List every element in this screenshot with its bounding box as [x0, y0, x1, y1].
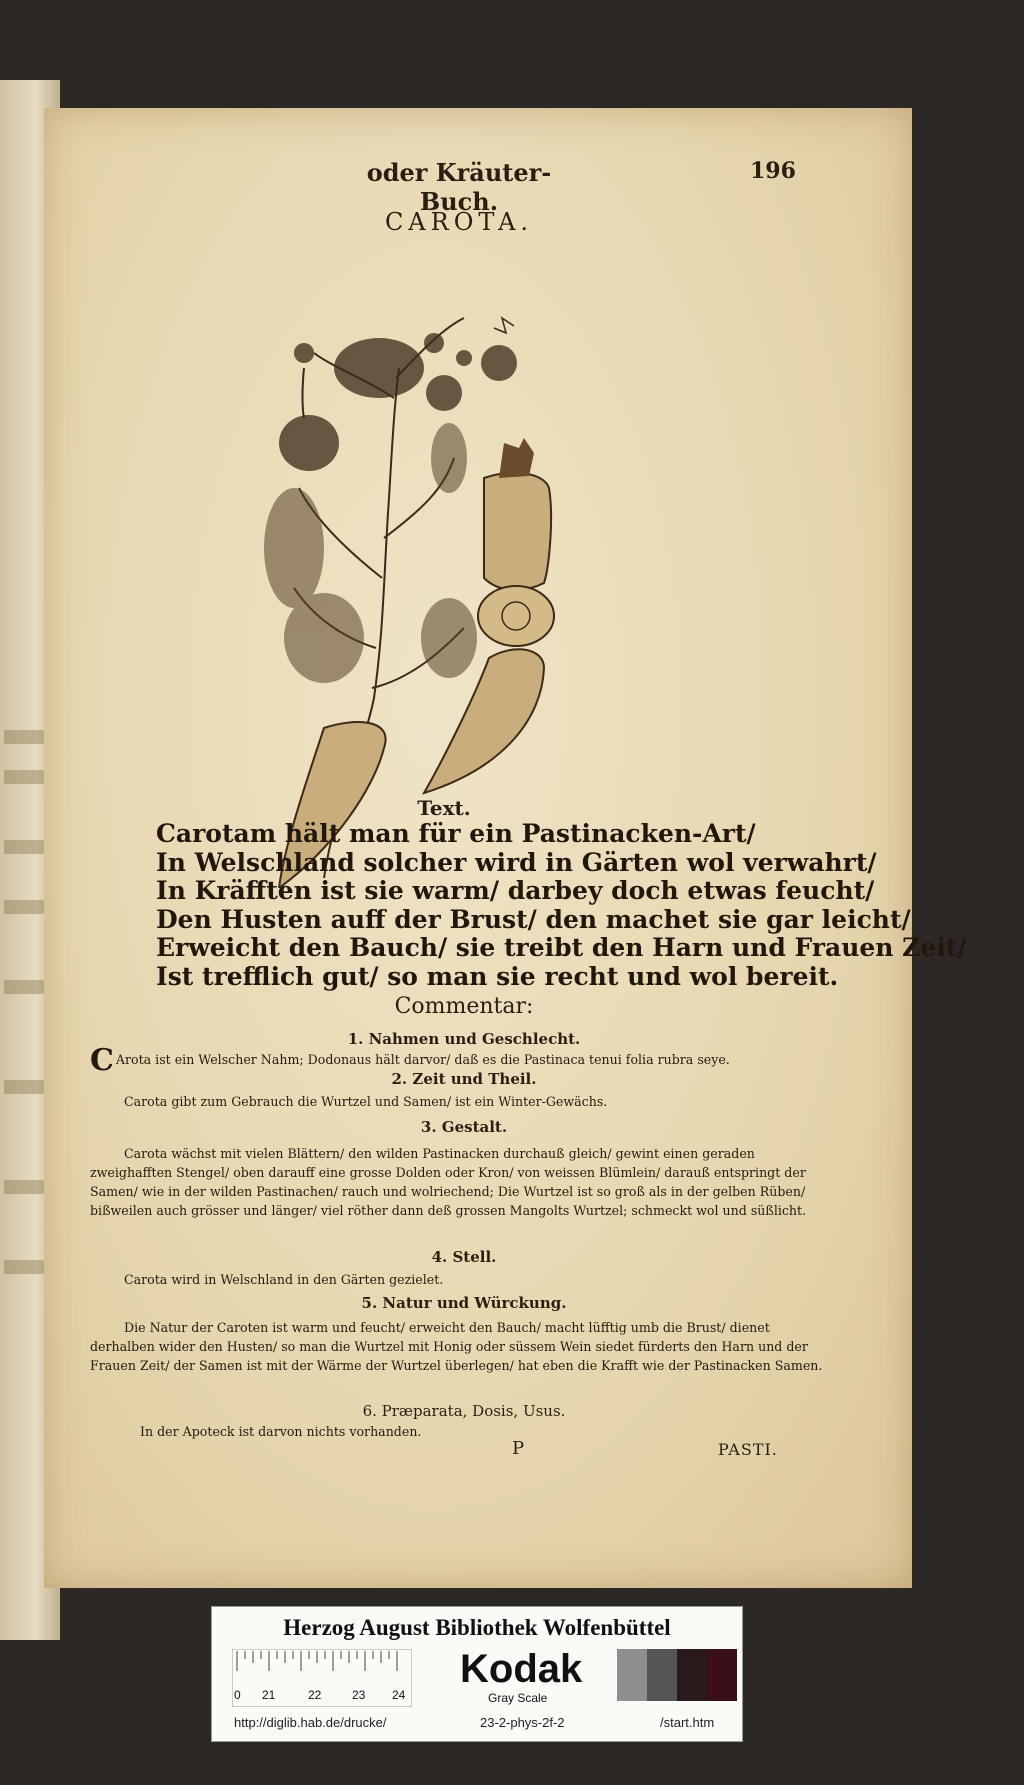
kodak-logo: Kodak — [460, 1647, 583, 1691]
carrot-slice — [478, 586, 554, 646]
book-page — [44, 108, 967, 1588]
signature-mark: P — [512, 1438, 525, 1459]
verse-line: Erweicht den Bauch/ sie treibt den Harn und Frauen Zeit/ — [156, 933, 967, 962]
margin-text-fragment — [4, 840, 44, 854]
verse-block — [156, 819, 967, 991]
ruler-label: 24 — [392, 1688, 406, 1702]
carrot-root-section — [484, 473, 551, 590]
carrot-crown — [499, 438, 534, 478]
color-swatch — [647, 1649, 677, 1701]
margin-text-fragment — [4, 1260, 44, 1274]
ruler-label: 22 — [308, 1688, 322, 1702]
url-prefix: http://diglib.hab.de/drucke/ — [234, 1715, 387, 1730]
carrot-woodcut-illustration — [224, 248, 644, 888]
commentar-heading: Commentar: — [394, 994, 534, 1019]
ruler-label: 0 — [234, 1688, 241, 1702]
section-body: Die Natur der Caroten ist warm und feucht/ erweicht den Bauch/ macht lüfftig umb die Brust/ dienet derhalben wider den Husten/ so man die Wurtzel mit Honig oder süssem Wein siedet fürderts den Harn und der Frauen Zeit/ der Samen ist mit der Wärme der Wurtzel überlegen/ hat eben die Krafft wie der Pastinacken Samen. — [90, 1320, 823, 1373]
section-heading: 1. Nahmen und Geschlecht. — [347, 1030, 581, 1048]
section-body: In der Apoteck ist darvon nichts vorhanden. — [140, 1424, 422, 1439]
verse-line: Ist trefflich gut/ so man sie recht und wol bereit. — [156, 961, 839, 991]
gray-scale-swatches — [617, 1649, 737, 1701]
margin-text-fragment — [4, 770, 44, 784]
running-header: oder Kräuter-Buch. — [366, 158, 552, 216]
library-name: Herzog August Bibliothek Wolfenbüttel — [283, 1615, 671, 1640]
margin-text-fragment — [4, 1180, 44, 1194]
section-heading: 3. Gestalt. — [420, 1118, 508, 1136]
library-color-target-card — [211, 1606, 743, 1742]
section-body: Carota wächst mit vielen Blättern/ den wilden Pastinacken durchauß gleich/ gewint einen geraden zweighafften Stengel/ oben darauff eine grosse Dolden oder Kron/ von weissen Blümlein/ darauß entspringt der Samen/ wie in der wilden Pastinachen/ rauch und wolriechend; Die Wurtzel ist so groß als in der gelben Rüben/ bißweilen auch grösser und länger/ viel röther dann deß grossen Mangolts Wurtzel; schmeckt wol und süßlicht. — [90, 1146, 807, 1218]
section-body: Carota wird in Welschland in den Gärten gezielet. — [124, 1272, 444, 1287]
verse-line: In Welschland solcher wird in Gärten wol verwahrt/ — [156, 847, 877, 877]
verse-line: Den Husten auff der Brust/ den machet sie gar leicht/ — [156, 904, 911, 934]
plant-title: CAROTA. — [384, 208, 534, 236]
section-heading: 4. Stell. — [431, 1248, 497, 1266]
text-heading: Text. — [417, 796, 471, 820]
ruler-label: 21 — [262, 1688, 276, 1702]
margin-text-fragment — [4, 900, 44, 914]
verse-line: In Kräfften ist sie warm/ darbey doch etwas feucht/ — [156, 876, 875, 905]
color-swatch — [677, 1649, 707, 1701]
color-swatch — [617, 1649, 647, 1701]
verse-line: Carotam hält man für ein Pastinacken-Art/ — [156, 819, 756, 848]
margin-text-fragment — [4, 980, 44, 994]
drop-cap: C — [90, 1043, 114, 1078]
section-heading: 2. Zeit und Theil. — [391, 1070, 537, 1088]
section-body: C Arota ist ein Welscher Nahm; Dodonaus hält darvor/ daß es die Pastinaca tenui folia rubra seye. — [90, 1043, 730, 1078]
section-heading: 6. Præparata, Dosis, Usus. — [362, 1402, 566, 1420]
section-body: Carota gibt zum Gebrauch die Wurtzel und Samen/ ist ein Winter-Gewächs. — [124, 1094, 608, 1109]
margin-text-fragment — [4, 730, 44, 744]
ruler-label: 23 — [352, 1688, 366, 1702]
section-heading: 5. Natur und Würckung. — [361, 1294, 567, 1312]
shelfmark: 23-2-phys-2f-2 — [480, 1715, 565, 1730]
margin-text-fragment — [4, 1080, 44, 1094]
color-swatch — [707, 1649, 737, 1701]
url-suffix: /start.htm — [660, 1715, 715, 1730]
page-number: 196 — [750, 158, 796, 184]
gray-scale-label: Gray Scale — [488, 1691, 548, 1705]
measurement-ruler — [232, 1649, 412, 1707]
catchword: PASTI. — [718, 1440, 778, 1459]
